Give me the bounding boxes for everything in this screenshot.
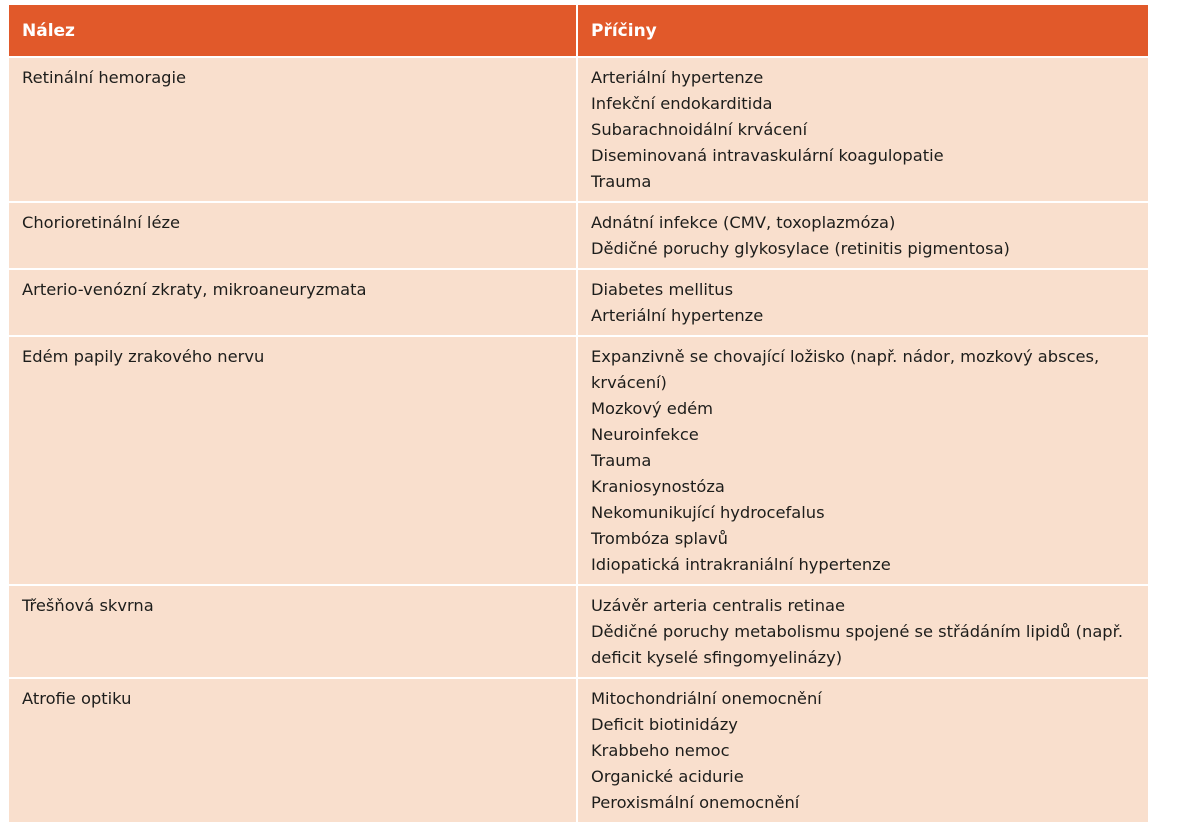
cause-item: Infekční endokarditida: [591, 94, 773, 113]
cause-item: Mozkový edém: [591, 399, 714, 418]
table-row: [9, 202, 1148, 269]
finding-cell: Třešňová skvrna: [9, 585, 577, 678]
header-finding: Nález: [9, 5, 577, 57]
cause-item: Krabbeho nemoc: [591, 741, 730, 760]
header-causes: Příčiny: [577, 5, 1148, 57]
causes-cell: [577, 678, 1148, 822]
cause-item: Expanzivně se chovající ložisko (např. nádor, mozkový absces, krvácení): [591, 347, 1100, 392]
cause-item: Diabetes mellitus: [591, 280, 734, 299]
findings-causes-table: [9, 5, 1148, 822]
header-row: [9, 5, 1148, 57]
cause-item: Neuroinfekce: [591, 425, 699, 444]
cause-item: Adnátní infekce (CMV, toxoplazmóza): [591, 213, 896, 232]
cause-item: Uzávěr arteria centralis retinae: [591, 596, 846, 615]
causes-cell: [577, 585, 1148, 678]
causes-cell: [577, 269, 1148, 336]
cause-item: Trombóza splavů: [591, 529, 728, 548]
table-row: [9, 678, 1148, 822]
cause-item: Peroxismální onemocnění: [591, 793, 800, 812]
cause-item: Nekomunikující hydrocefalus: [591, 503, 825, 522]
cause-item: Dědičné poruchy metabolismu spojené se střádáním lipidů (např. deficit kyselé sfingomyelinázy): [591, 622, 1124, 667]
table-body: [9, 57, 1148, 822]
cause-item: Mitochondriální onemocnění: [591, 689, 822, 708]
table-row: [9, 57, 1148, 202]
causes-cell: [577, 336, 1148, 585]
cause-item: Organické acidurie: [591, 767, 744, 786]
finding-cell: Arterio-venózní zkraty, mikroaneuryzmata: [9, 269, 577, 336]
cause-item: Arteriální hypertenze: [591, 68, 764, 87]
table-row: [9, 336, 1148, 585]
cause-item: Trauma: [591, 172, 652, 191]
cause-item: Kraniosynostóza: [591, 477, 725, 496]
causes-cell: [577, 202, 1148, 269]
table-header: [9, 5, 1148, 57]
cause-item: Subarachnoidální krvácení: [591, 120, 808, 139]
finding-cell: Edém papily zrakového nervu: [9, 336, 577, 585]
findings-table-container: [9, 5, 1148, 822]
finding-cell: Retinální hemoragie: [9, 57, 577, 202]
finding-cell: Chorioretinální léze: [9, 202, 577, 269]
cause-item: Trauma: [591, 451, 652, 470]
cause-item: Diseminovaná intravaskulární koagulopatie: [591, 146, 944, 165]
cause-item: Deficit biotinidázy: [591, 715, 738, 734]
finding-cell: Atrofie optiku: [9, 678, 577, 822]
cause-item: Idiopatická intrakraniální hypertenze: [591, 555, 891, 574]
table-row: [9, 269, 1148, 336]
cause-item: Dědičné poruchy glykosylace (retinitis pigmentosa): [591, 239, 1010, 258]
table-row: [9, 585, 1148, 678]
causes-cell: [577, 57, 1148, 202]
cause-item: Arteriální hypertenze: [591, 306, 764, 325]
